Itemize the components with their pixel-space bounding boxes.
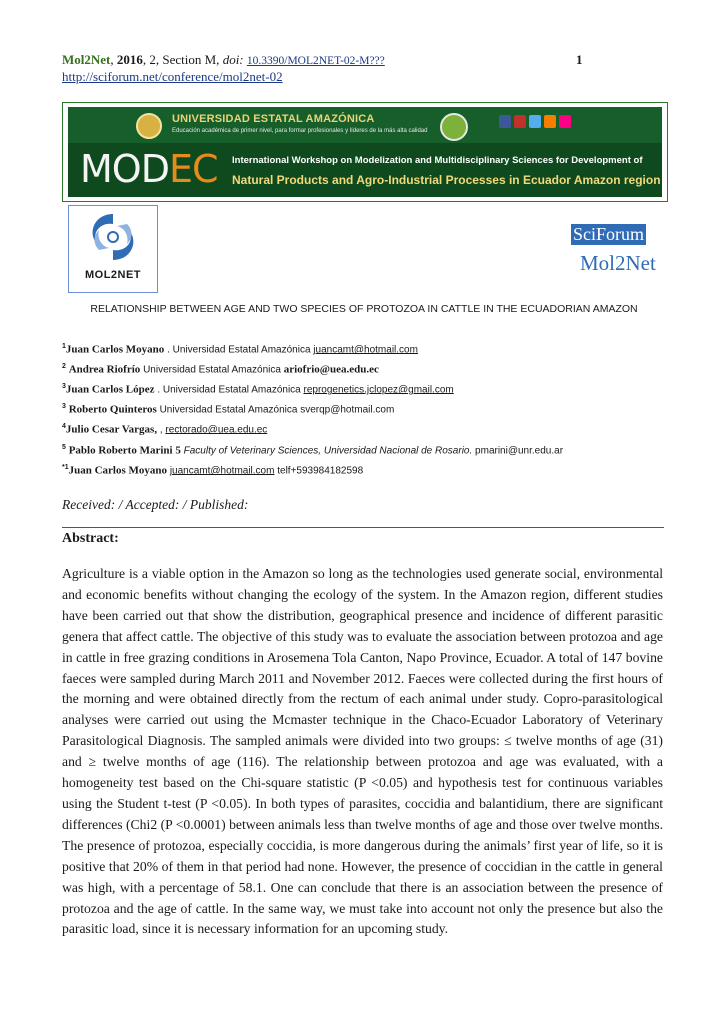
modec-mod: MOD — [80, 147, 169, 191]
page-number: 1 — [576, 52, 583, 67]
author-line: $^3$Juan Carlos López . Universidad Estatal Amazónica reprogenetics.jclopez@gmail.com — [62, 383, 454, 396]
mol2net-brand: Mol2Net — [580, 251, 656, 275]
doi-label: doi: — [222, 52, 244, 67]
volume-section: , 2, Section M, — [142, 52, 220, 67]
conference-url[interactable]: http://sciforum.net/conference/mol2net-02 — [62, 69, 283, 84]
author-line: $^3$ Roberto Quinteros Universidad Estatal Amazónica sverqp@hotmail.com — [62, 403, 395, 416]
author-email[interactable]: juancamt@hotmail.com — [169, 465, 275, 477]
mol2net-logo-text: MOL2NET — [84, 269, 142, 281]
author-phone: telf+593984182598 — [277, 465, 364, 477]
blogger-icon[interactable] — [544, 115, 556, 128]
author-email[interactable]: juancamt@hotmail.com — [313, 344, 418, 356]
corresponding-author-line: $^{*1}$Juan Carlos Moyano juancamt@hotmail.com telf+593984182598 — [62, 464, 364, 477]
author-line: $^2$ Andrea Riofrío Universidad Estatal Amazónica ariofrio@uea.edu.ec — [62, 363, 379, 376]
author-line: $^4$Julio Cesar Vargas, , rectorado@uea.edu.ec — [62, 423, 268, 436]
author-line: $^5$ Pablo Roberto Marini 5 Faculty of Veterinary Sciences, Universidad Nacional de Rosario. pmarini@unr.edu.ar — [62, 444, 564, 457]
university-seal-icon — [136, 113, 162, 139]
author-line: $^1$Juan Carlos Moyano . Universidad Estatal Amazónica juancamt@hotmail.com — [62, 343, 418, 356]
journal-citation: Mol2Net, 2016, 2, Section M, doi: 10.3390/MOL2NET-02-M??? — [62, 52, 385, 67]
abstract-body: Agriculture is a viable option in the Amazon so long as the technologies used generate social, environmental and economic benefits without changing the ecology of the system. In the Amazon region, different studies have been carried out that show the distribution, geographical presence and incidence of different parasitic genera that affect cattle. The objective of this study was to evaluate the association between protozoa and age in cattle in free grazing conditions in Arosemena Tola Canton, Napo Province, Ecuador. A total of 147 bovine faeces were sampled during March 2011 and November 2012. Faeces were collected during the first hours of the morning and were obtained directly from the rectum of each animal under study. Copro-parasitological analyses were carried out using the Mcmaster technique in the Chaco-Ecuador Laboratory of Veterinary Parasitological Diagnosis. The sampled animals were divided into two groups: ≤ twelve months of age (31) and ≥ twelve months of age (116). The relationship between protozoa and age was evaluated, with a homogeneity test based on the Chi-square statistic (P <0.05) and hypothesis test for continuous variables using the Student t-test (P <0.05). In both types of parasites, coccidia and balantidium, there are significant differences (Chi2 (P <0.0001) between animals less than twelve months of age and those over twelve months. The presence of protozoa, especially coccidia, is more dangerous during the animals’ first year of life, so it is positive that 20% of them in that period had none. However, the presence of coccidian in the cattle in general was high, with a percentage of 58.1. One can conclude that there is an association between the presence of protozoa and the age of cattle. In the same way, we must take into account not only the presence but also the parasitic load, since it is necessary information for an upcoming study. — [62, 566, 663, 937]
author-email[interactable]: pmarini@unr.edu.ar — [475, 445, 564, 457]
sciforum-badge: SciForum — [573, 224, 645, 244]
university-motto: Educación académica de primer nivel, para formar profesionales y líderes de la más alta calidad — [172, 128, 428, 134]
twitter-icon[interactable] — [529, 115, 541, 128]
conference-banner — [68, 107, 662, 197]
mol2net-swirl-icon — [69, 206, 157, 268]
youtube-icon[interactable] — [514, 115, 526, 128]
doi-link[interactable]: 10.3390/MOL2NET-02-M??? — [246, 55, 385, 67]
university-name: UNIVERSIDAD ESTATAL AMAZÓNICA — [172, 113, 375, 125]
section-divider — [62, 527, 664, 528]
journal-name: Mol2Net — [62, 52, 111, 67]
partner-seal-icon — [440, 113, 468, 141]
publication-dates: Received: / Accepted: / Published: — [62, 497, 249, 512]
flickr-icon[interactable] — [559, 115, 571, 128]
facebook-icon[interactable] — [499, 115, 511, 128]
workshop-title-line2: Natural Products and Agro-Industrial Processes in Ecuador Amazon region — [232, 173, 661, 187]
modec-ec: EC — [168, 147, 218, 191]
workshop-title-line1: International Workshop on Modelization and Multidisciplinary Sciences for Development of — [232, 155, 643, 166]
author-email[interactable]: reprogenetics.jclopez@gmail.com — [303, 384, 454, 396]
author-email[interactable]: rectorado@uea.edu.ec — [165, 424, 268, 436]
modec-wordmark — [80, 147, 218, 191]
author-email[interactable]: ariofrio@uea.edu.ec — [283, 363, 379, 376]
abstract-heading: Abstract: — [62, 531, 119, 546]
journal-year: 2016 — [116, 52, 143, 67]
paper-title: RELATIONSHIP BETWEEN AGE AND TWO SPECIES OF PROTOZOA IN CATTLE IN THE ECUADORIAN AMAZON — [90, 303, 638, 315]
